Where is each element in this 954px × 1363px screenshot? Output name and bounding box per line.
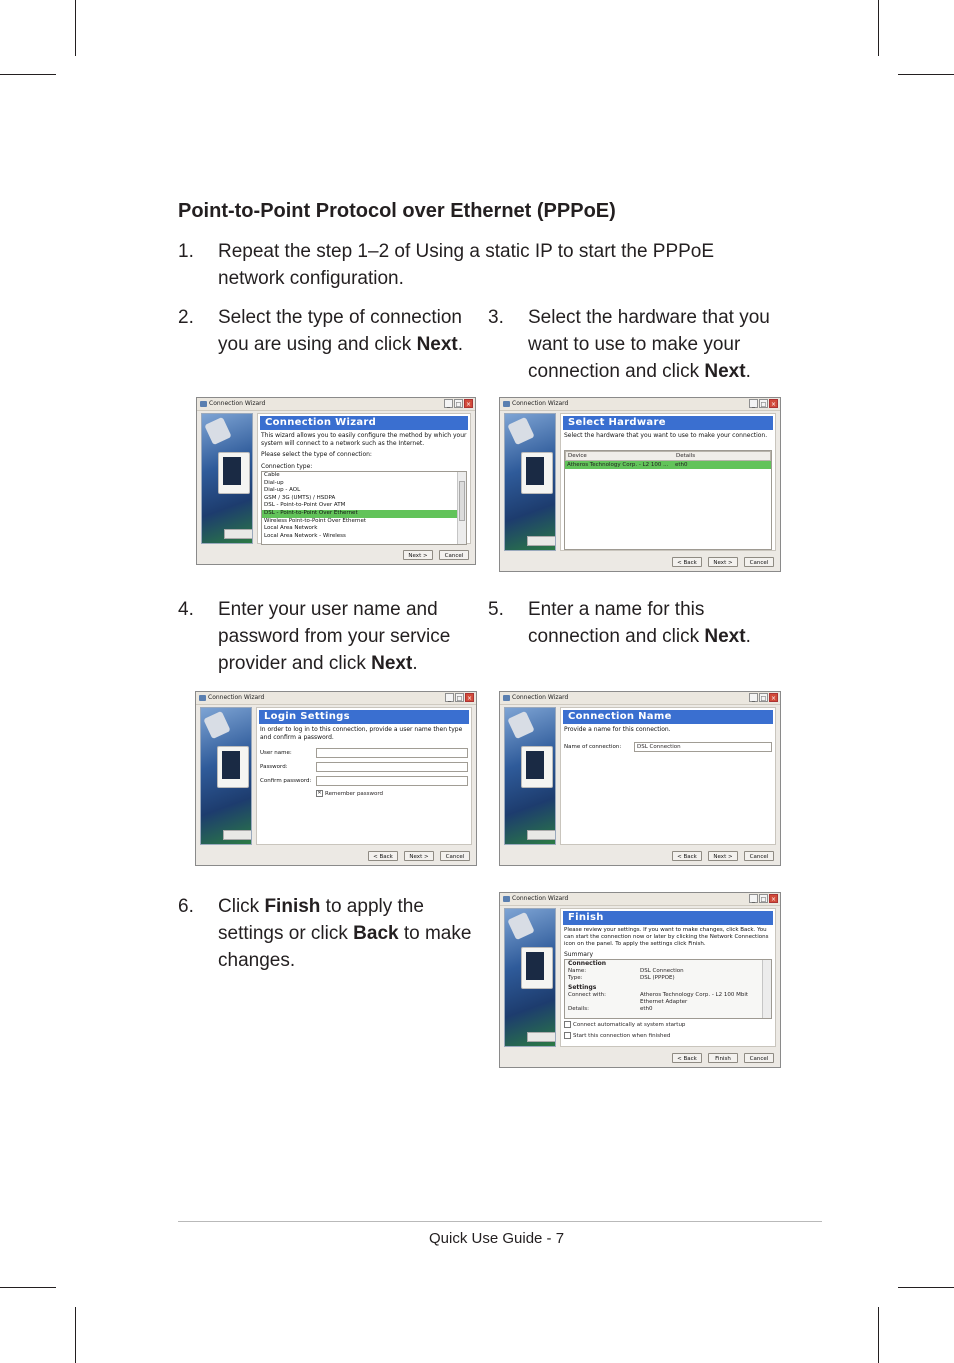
step-line: Repeat the step 1–2 of Using a static IP to start the PPPoE [218,241,715,262]
summary-key: Type: [568,975,583,981]
connection-name-row [564,742,772,752]
summary-value: Atheros Technology Corp. - L2 100 Mbit [640,992,749,998]
cancel-button[interactable]: Cancel [744,557,774,567]
confirm-password-row [260,776,468,786]
button-bar [672,851,774,861]
step-line: you are using and click [218,334,417,355]
minimize-icon[interactable]: _ [445,693,454,702]
connection-type-list[interactable] [261,471,467,545]
finish-keyword: Finish [264,896,321,917]
step-1 [178,238,798,292]
wizard-side-image [200,707,252,845]
list-item[interactable]: Dial-up - AOL [264,487,301,494]
next-button[interactable]: Next > [708,851,738,861]
wizard-header: Connection Name [563,710,773,724]
step-text [218,893,471,974]
start-now-label: Start this connection when finished [573,1032,671,1039]
window-title: Connection Wizard [208,694,265,701]
next-button[interactable]: Next > [708,557,738,567]
remember-password-label: Remember password [325,790,384,797]
step-line: Click [218,896,265,917]
step-line: connection and click [528,626,705,647]
step-number: 6. [178,896,194,917]
list-item[interactable]: Local Area Network [264,525,318,532]
app-icon [503,401,510,407]
connection-name-input[interactable]: DSL Connection [634,742,772,752]
user-name-row [260,748,468,758]
auto-connect-checkbox[interactable] [564,1021,571,1028]
maximize-icon[interactable]: □ [456,695,463,702]
wizard-panel [560,413,776,551]
summary-key: Details: [568,1006,589,1012]
select-hardware-window [499,397,781,572]
page-footer: Quick Use Guide - 7 [429,1230,565,1247]
cancel-button[interactable]: Cancel [440,851,470,861]
back-button[interactable]: < Back [672,557,702,567]
window-titlebar [197,398,475,411]
punct: . [745,626,751,647]
user-name-input[interactable] [316,748,468,758]
details-cell: eth0 [675,462,688,468]
step-number: 3. [488,307,504,328]
list-item[interactable]: GSM / 3G (UMTS) / HSDPA [264,494,336,501]
step-line: settings or click [218,923,354,944]
step-text [218,596,450,677]
step-number: 5. [488,599,504,620]
list-item[interactable]: DSL - Point-to-Point Over ATM [264,502,346,509]
close-icon[interactable]: × [770,896,777,903]
maximize-icon[interactable]: □ [760,695,767,702]
window-controls [749,399,778,409]
step-line: to make [398,923,472,944]
table-row[interactable] [565,461,771,469]
back-button[interactable]: < Back [368,851,398,861]
window-controls [444,399,473,409]
summary-row [565,975,771,982]
wizard-side-image [201,413,253,544]
close-icon[interactable]: × [770,695,777,702]
next-keyword: Next [704,626,746,647]
list-item[interactable]: Dial-up [264,479,284,486]
window-titlebar [500,893,780,906]
step-line: Select the type of connection [218,307,462,328]
confirm-password-input[interactable] [316,776,468,786]
finish-window [499,892,781,1068]
summary-row [565,992,771,999]
wizard-panel [256,707,472,845]
summary-value: eth0 [640,1006,653,1012]
connection-wizard-window [196,397,476,565]
cancel-button[interactable]: Cancel [744,1053,774,1063]
wizard-panel [560,908,776,1047]
cancel-button[interactable]: Cancel [439,550,469,560]
window-controls [749,693,778,703]
finish-button[interactable]: Finish [708,1053,738,1063]
window-title: Connection Wizard [512,895,569,902]
start-now-checkbox[interactable] [564,1032,571,1039]
next-keyword: Next [704,361,746,382]
list-item[interactable]: Wireless Point-to-Point Over Ethernet [264,517,367,524]
crop-mark [878,1307,879,1363]
wizard-panel [257,413,471,544]
remember-password-checkbox[interactable]: ✕ [317,790,322,796]
column-device[interactable]: Device [568,453,587,459]
summary-key: Name: [568,968,587,974]
next-keyword: Next [416,334,458,355]
minimize-icon[interactable]: _ [749,894,758,903]
maximize-icon[interactable]: □ [760,401,767,408]
crop-mark [878,0,879,56]
step-3 [488,304,818,385]
step-number: 2. [178,307,194,328]
summary-scrollbar[interactable] [762,960,771,1018]
step-line: Enter a name for this [528,599,705,620]
step-number: 1. [178,241,194,262]
step-text [218,238,714,292]
section-heading: Point-to-Point Protocol over Ethernet (PPPoE) [178,200,616,222]
wizard-side-image [504,413,556,551]
step-line: want to use to make your [528,334,741,355]
back-button[interactable]: < Back [672,1053,702,1063]
list-scrollbar[interactable] [457,472,466,544]
window-titlebar [500,398,780,411]
app-icon [503,695,510,701]
summary-section-connection: Connection [568,960,607,967]
crop-mark [0,74,56,75]
wizard-header: Connection Wizard [260,416,468,430]
back-button[interactable]: < Back [672,851,702,861]
window-titlebar [500,692,780,705]
minimize-icon[interactable]: _ [749,399,758,408]
list-item[interactable]: Cable [264,472,280,478]
wizard-header: Finish [563,911,773,925]
app-icon [200,401,207,407]
connection-type-label: Connection type: [261,463,313,470]
punct: . [745,361,751,382]
summary-row [565,999,771,1006]
step-5 [488,596,818,650]
button-bar [368,851,470,861]
summary-value: Ethernet Adapter [640,999,688,1005]
button-bar [672,557,774,567]
auto-connect-label: Connect automatically at system startup [573,1021,686,1028]
crop-mark [898,1287,954,1288]
step-4 [178,596,488,677]
wizard-panel [560,707,776,845]
window-titlebar [196,692,476,705]
window-title: Connection Wizard [512,400,569,407]
punct: . [412,653,418,674]
summary-label: Summary [564,951,593,958]
next-keyword: Next [371,653,413,674]
device-cell: Atheros Technology Corp. - L2 100 ... [567,462,669,468]
close-icon[interactable]: × [770,401,777,408]
wizard-prompt: Please select the type of connection: [261,451,372,458]
step-line: to apply the [320,896,424,917]
window-controls [749,894,778,904]
remember-password-row [316,790,471,797]
maximize-icon[interactable]: □ [455,401,462,408]
step-line: password from your service [218,626,451,647]
step-text [218,304,463,358]
auto-connect-row [564,1021,775,1028]
maximize-icon[interactable]: □ [760,896,767,903]
login-settings-window [195,691,477,866]
wizard-intro: Please review your settings. If you want to make changes, click Back. You can start the connection now or later by clicking the Network Connections icon on the panel. To apply the settings click Finish. [564,927,769,947]
app-icon [503,896,510,902]
crop-mark [898,74,954,75]
list-item[interactable]: Local Area Network - Wireless [264,532,346,539]
close-icon[interactable]: × [465,401,472,408]
connection-name-window [499,691,781,866]
confirm-password-label: Confirm password: [260,778,312,784]
password-row [260,762,468,772]
list-header [565,451,771,461]
wizard-intro: In order to log in to this connection, provide a user name then type and confirm a password. [260,726,463,741]
column-details[interactable]: Details [676,453,696,459]
wizard-header: Login Settings [259,710,469,724]
connection-name-label: Name of connection: [564,744,622,750]
window-title: Connection Wizard [512,694,569,701]
cancel-button[interactable]: Cancel [744,851,774,861]
crop-mark [75,1307,76,1363]
wizard-side-image [504,707,556,845]
punct: . [457,334,464,355]
minimize-icon[interactable]: _ [444,399,453,408]
user-name-label: User name: [260,750,292,756]
app-icon [199,695,206,701]
step-line: network conﬁguration. [218,268,404,289]
window-title: Connection Wizard [209,400,266,407]
close-icon[interactable]: × [466,695,473,702]
summary-row [565,1006,771,1013]
summary-value: DSL (PPPOE) [640,975,675,981]
summary-row [565,968,771,975]
step-2 [178,304,488,358]
wizard-side-image [504,908,556,1047]
step-text [528,596,751,650]
step-number: 4. [178,599,194,620]
window-controls [445,693,474,703]
crop-mark [0,1287,56,1288]
password-input[interactable] [316,762,468,772]
step-line: Select the hardware that you [528,307,770,328]
next-button[interactable]: Next > [403,550,433,560]
summary-key: Connect with: [568,992,607,998]
wizard-intro: This wizard allows you to easily configure the method by which your system will connect to a network such as the Internet. [261,432,467,447]
back-keyword: Back [353,923,399,944]
summary-value: DSL Connection [640,968,684,974]
step-text [528,304,770,385]
step-line: connection and click [528,361,705,382]
button-bar [403,550,469,560]
button-bar [672,1053,774,1063]
hardware-list[interactable] [564,450,772,550]
summary-box [564,959,772,1019]
list-item-selected[interactable]: DSL - Point-to-Point Over Ethernet [262,510,466,518]
start-now-row [564,1032,775,1039]
step-6 [178,893,488,974]
minimize-icon[interactable]: _ [749,693,758,702]
summary-section-settings: Settings [568,984,597,991]
footer-divider [178,1221,822,1222]
step-line: provider and click [218,653,372,674]
step-line: changes. [218,950,296,971]
step-line: Enter your user name and [218,599,438,620]
next-button[interactable]: Next > [404,851,434,861]
password-label: Password: [260,764,288,770]
wizard-intro: Select the hardware that you want to use to make your connection. [564,432,768,439]
wizard-intro: Provide a name for this connection. [564,726,671,733]
wizard-header: Select Hardware [563,416,773,430]
crop-mark [75,0,76,56]
